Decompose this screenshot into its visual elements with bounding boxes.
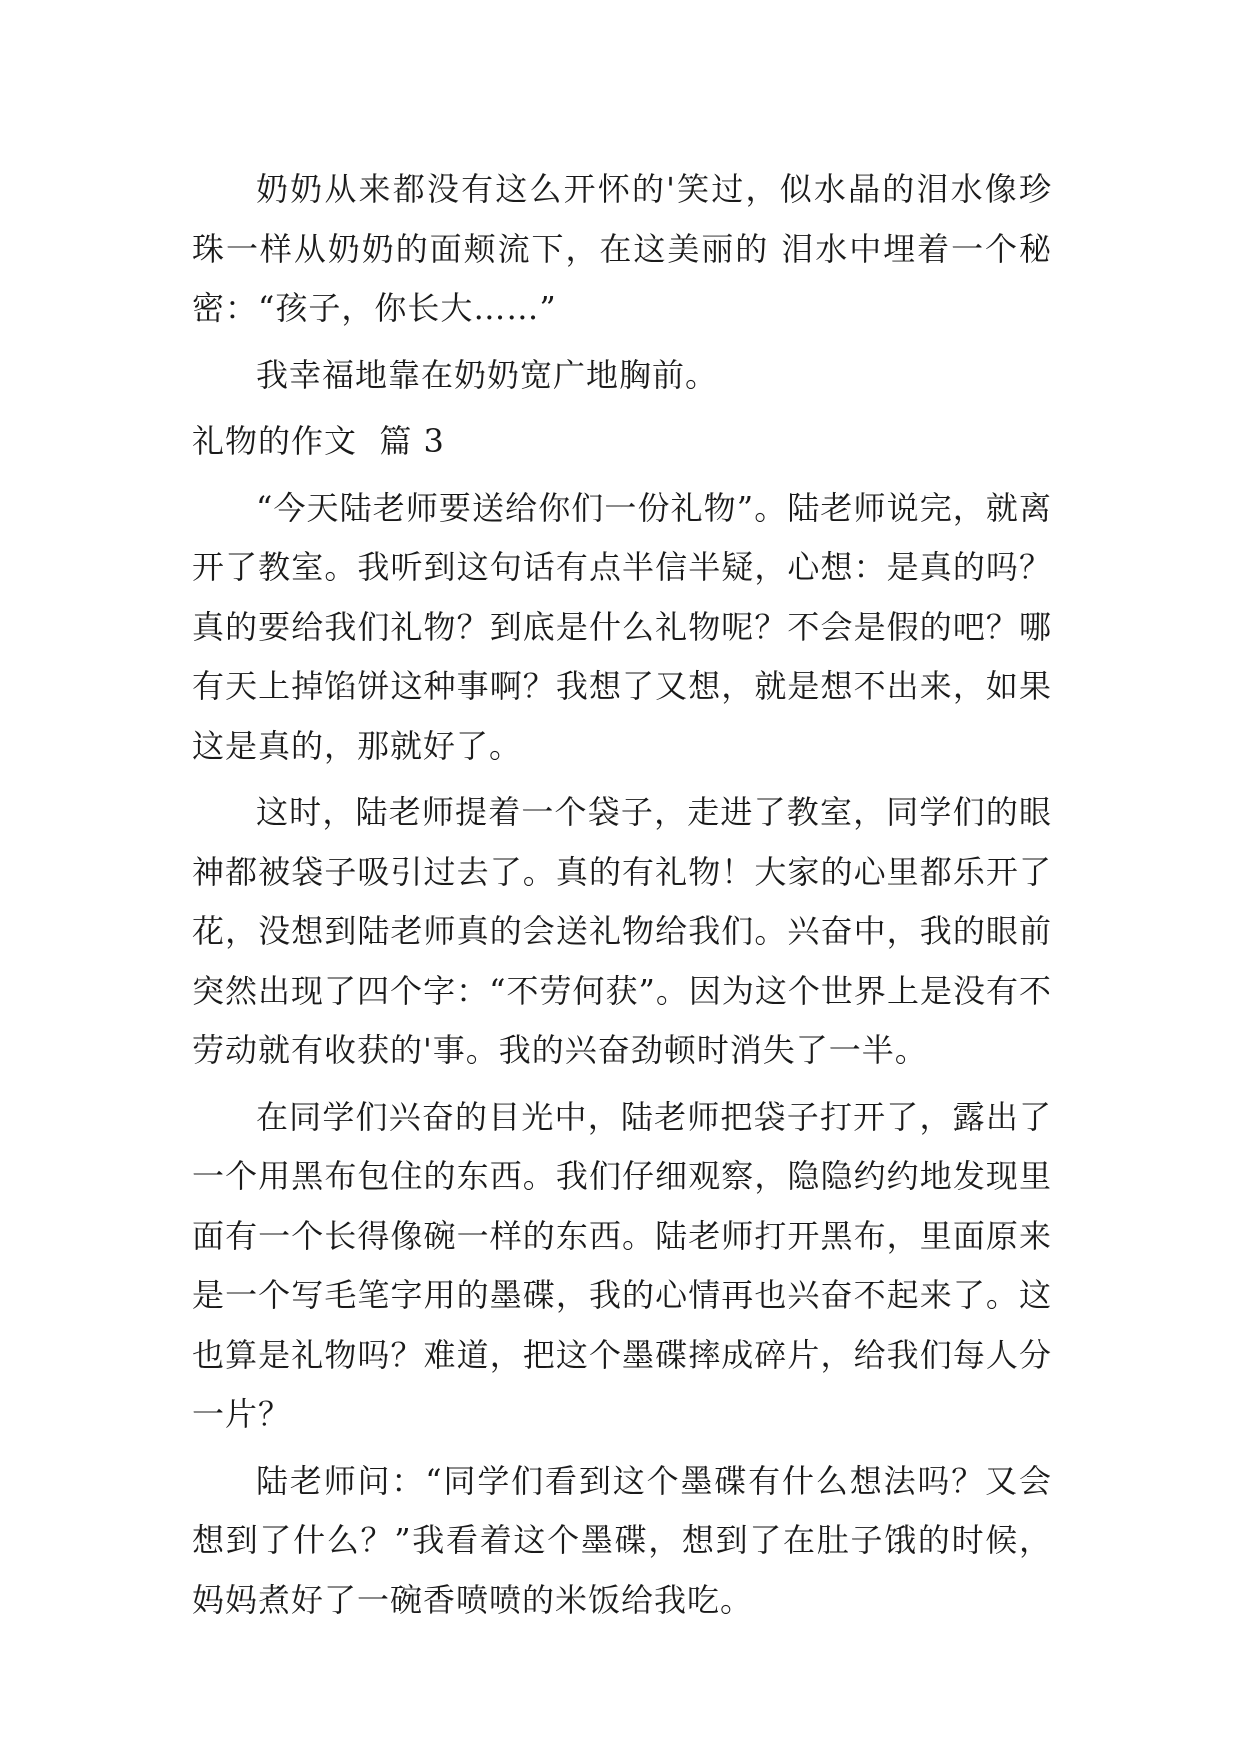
paragraph-grandma-smile: 奶奶从来都没有这么开怀的'笑过，似水晶的泪水像珍珠一样从奶奶的面颊流下，在这美丽的 泪水中埋着一个秘密：“孩子，你长大……”: [192, 170, 1052, 327]
paragraph-ink-dish-revealed: 在同学们兴奋的目光中，陆老师把袋子打开了，露出了一个用黑布包住的东西。我们仔细观察，隐隐约约地发现里面有一个长得像碗一样的东西。陆老师打开黑布，里面原来是一个写毛笔字用的墨碟，我的心情再也兴奋不起来了。这也算是礼物吗？难道，把这个墨碟摔成碎片，给我们每人分一片？: [192, 1097, 1052, 1433]
paragraph-gift-announcement: “今天陆老师要送给你们一份礼物”。陆老师说完，就离开了教室。我听到这句话有点半信半疑，心想：是真的吗？真的要给我们礼物？到底是什么礼物呢？不会是假的吧？哪有天上掉馅饼这种事啊？我想了又想，就是想不出来，如果这是真的，那就好了。: [192, 488, 1052, 765]
document-body: [192, 160, 1052, 1637]
paragraph-bag-arrives: 这时，陆老师提着一个袋子，走进了教室，同学们的眼神都被袋子吸引过去了。真的有礼物！大家的心里都乐开了花，没想到陆老师真的会送礼物给我们。兴奋中，我的眼前突然出现了四个字：“不劳何获”。因为这个世界上是没有不劳动就有收获的'事。我的兴奋劲顿时消失了一半。: [192, 793, 1052, 1069]
paragraph-teacher-question: 陆老师问：“同学们看到这个墨碟有什么想法吗？又会想到了什么？”我看着这个墨碟，想到了在肚子饿的时候，妈妈煮好了一碗香喷喷的米饭给我吃。: [192, 1461, 1052, 1619]
section-heading: 礼物的作文 篇 3: [192, 422, 445, 460]
paragraph-grandma-chest: 我幸福地靠在奶奶宽广地胸前。: [256, 355, 719, 394]
